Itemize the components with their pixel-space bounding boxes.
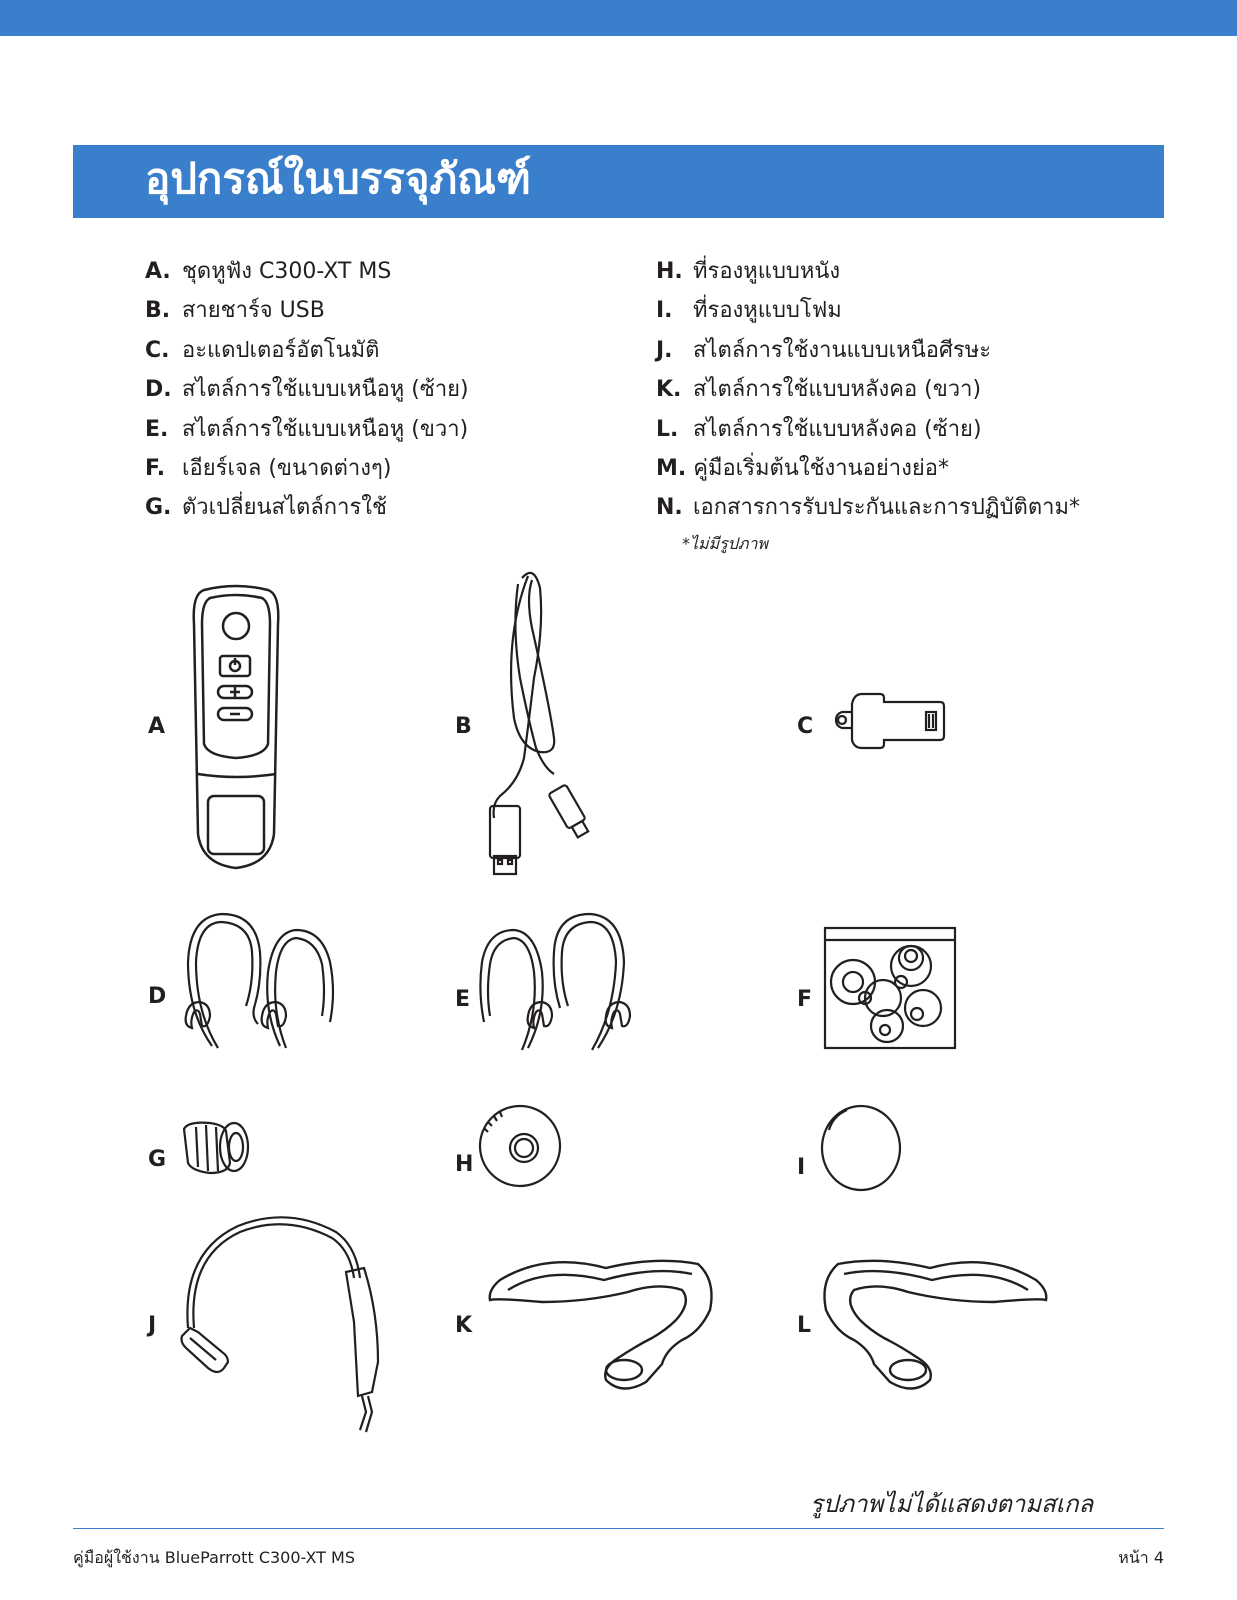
item-text: สไตล์การใช้งานแบบเหนือศีรษะ (693, 337, 992, 363)
eargels-bag-illustration (823, 926, 957, 1050)
figure-label-c: C (797, 714, 814, 739)
item-text: ตัวเปลี่ยนสไตล์การใช้ (182, 495, 387, 521)
item-text: ชุดหูฟัง C300-XT MS (182, 259, 392, 284)
item-text: เอกสารการรับประกันและการปฏิบัติตาม* (693, 495, 1080, 521)
neckband-left-illustration (820, 1250, 1050, 1395)
figure-label-f: F (797, 987, 813, 1012)
foam-cushion-illustration (819, 1104, 905, 1194)
item-letter: J. (656, 337, 673, 363)
leather-cushion-illustration (478, 1104, 564, 1190)
figure-label-d: D (148, 984, 167, 1009)
item-letter: L. (656, 416, 679, 442)
item-letter: I. (656, 298, 673, 324)
page-title: อุปกรณ์ในบรรจุภัณฑ์ (145, 154, 531, 203)
list-item (656, 370, 1080, 409)
item-letter: E. (145, 416, 169, 442)
item-text: เอียร์เจล (ขนาดต่างๆ) (182, 455, 392, 481)
ear-hooks-right-illustration (478, 912, 638, 1062)
item-text: สไตล์การใช้แบบหลังคอ (ซ้าย) (693, 416, 982, 442)
list-item (145, 488, 469, 527)
item-letter: D. (145, 377, 172, 403)
headset-illustration (190, 584, 282, 874)
item-text: คู่มือเริ่มต้นใช้งานอย่างย่อ* (693, 455, 949, 481)
scale-disclaimer: รูปภาพไม่ได้แสดงตามสเกล (810, 1490, 1094, 1518)
no-image-note: *ไม่มีรูปภาพ (682, 534, 768, 553)
car-adapter-illustration (832, 690, 952, 750)
style-converter-illustration (180, 1117, 252, 1179)
contents-list-right (656, 252, 1080, 528)
item-text: อะแดปเตอร์อัตโนมัติ (182, 337, 380, 363)
list-item (145, 331, 469, 370)
item-letter: A. (145, 259, 171, 284)
footer-page-number: หน้า 4 (1118, 1548, 1164, 1567)
list-item (145, 291, 469, 330)
headband-illustration (178, 1212, 388, 1442)
item-text: ที่รองหูแบบโฟม (693, 298, 842, 324)
item-letter: F. (145, 455, 166, 481)
list-item (656, 449, 1080, 488)
item-text: สไตล์การใช้แบบหลังคอ (ขวา) (693, 377, 982, 403)
neckband-right-illustration (486, 1250, 716, 1395)
item-letter: M. (656, 455, 687, 481)
item-text: สไตล์การใช้แบบเหนือหู (ซ้าย) (182, 377, 469, 403)
list-item (656, 410, 1080, 449)
list-item (145, 370, 469, 409)
title-banner (73, 145, 1164, 218)
list-item (656, 331, 1080, 370)
item-letter: C. (145, 337, 170, 363)
footer-manual-title: คู่มือผู้ใช้งาน BlueParrott C300-XT MS (73, 1548, 355, 1567)
list-item (145, 252, 469, 291)
ear-hooks-left-illustration (180, 912, 340, 1062)
item-text: สไตล์การใช้แบบเหนือหู (ขวา) (182, 416, 469, 442)
item-letter: H. (656, 259, 683, 284)
item-letter: N. (656, 495, 683, 521)
figure-label-h: H (455, 1152, 474, 1177)
item-text: ที่รองหูแบบหนัง (693, 259, 841, 284)
list-item (656, 488, 1080, 527)
contents-list-left (145, 252, 469, 528)
item-letter: K. (656, 377, 682, 403)
figure-label-a: A (148, 714, 166, 739)
item-letter: G. (145, 495, 172, 521)
figure-label-j: J (148, 1313, 157, 1338)
usb-cable-illustration (484, 568, 594, 878)
figure-label-k: K (455, 1313, 473, 1338)
list-item (145, 410, 469, 449)
list-item (656, 252, 1080, 291)
figure-label-l: L (797, 1313, 812, 1338)
top-accent-bar (0, 0, 1237, 36)
figure-label-g: G (148, 1147, 167, 1172)
figure-label-b: B (455, 714, 472, 739)
list-item (656, 291, 1080, 330)
figure-label-i: I (797, 1155, 806, 1180)
list-item (145, 449, 469, 488)
item-text: สายชาร์จ USB (182, 298, 325, 324)
figure-label-e: E (455, 987, 471, 1012)
footer-divider (73, 1528, 1164, 1529)
item-letter: B. (145, 298, 171, 324)
